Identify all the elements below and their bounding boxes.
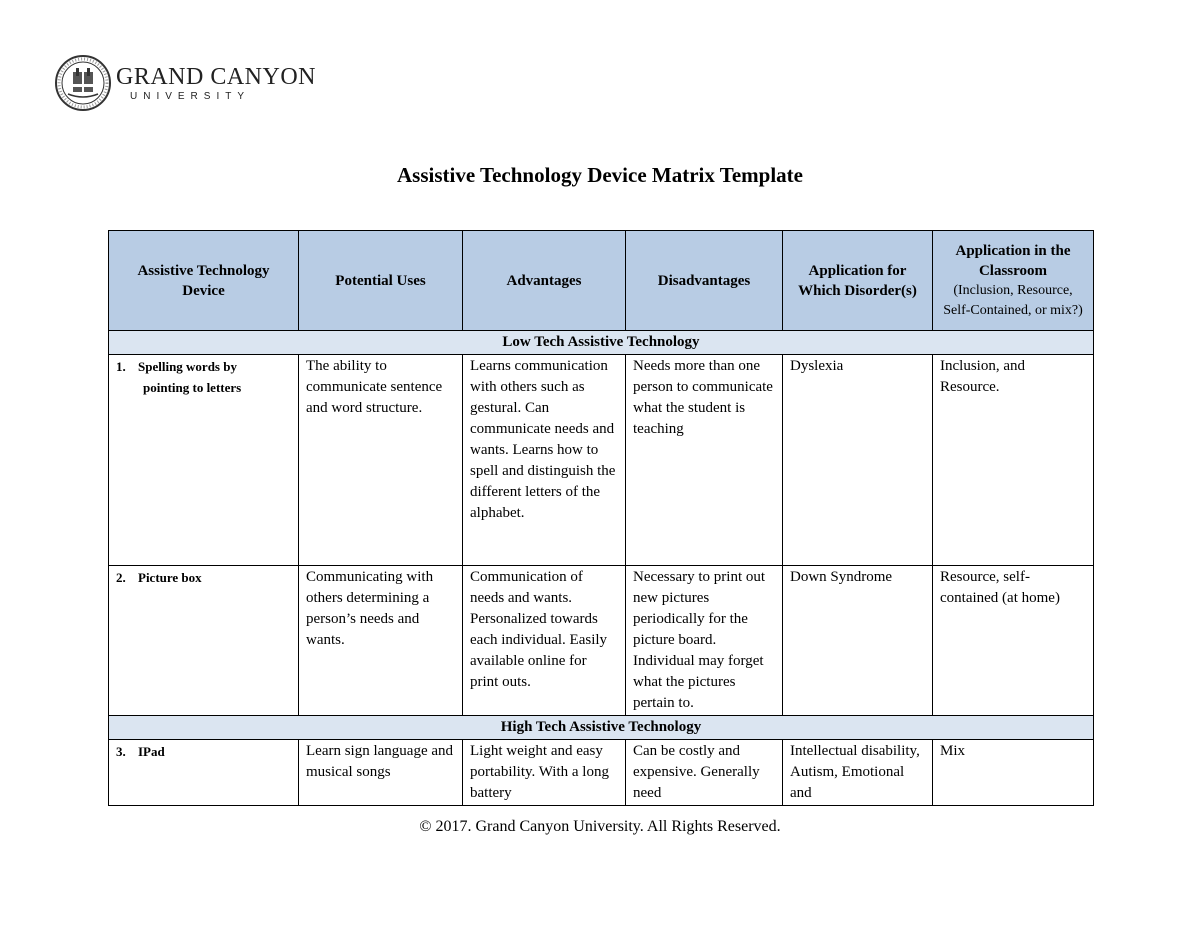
row-number: 2. — [116, 570, 126, 585]
device-name-line1: IPad — [138, 744, 165, 759]
header-row — [109, 231, 1094, 331]
classroom-cell: Mix — [933, 740, 1094, 806]
table-row — [109, 355, 1094, 566]
device-name-line2: pointing to letters — [143, 380, 242, 395]
header-disadvantages: Disadvantages — [626, 231, 783, 331]
header-device: Assistive Technology Device — [109, 231, 299, 331]
uses-cell: Learn sign language and musical songs — [299, 740, 463, 806]
logo-name: GRAND CANYON — [116, 64, 317, 90]
gcu-seal-icon — [54, 54, 112, 112]
header-uses: Potential Uses — [299, 231, 463, 331]
header-classroom-sub: (Inclusion, Resource, Self-Contained, or mix?) — [943, 282, 1083, 318]
classroom-cell: Resource, self-contained (at home) — [933, 566, 1094, 716]
section-row-high-tech — [109, 716, 1094, 740]
disadvantages-cell: Necessary to print out new pictures periodically for the picture board. Individual may forget what the pictures pertain to. — [626, 566, 783, 716]
device-cell — [109, 566, 299, 716]
disadvantages-cell: Needs more than one person to communicate what the student is teaching — [626, 355, 783, 566]
device-name-line1: Spelling words by — [138, 359, 237, 374]
page-title: Assistive Technology Device Matrix Template — [397, 163, 803, 187]
header-classroom-label: Application in the Classroom — [955, 242, 1071, 279]
classroom-cell: Inclusion, and Resource. — [933, 355, 1094, 566]
advantages-cell: Light weight and easy portability. With a long battery — [463, 740, 626, 806]
device-cell — [109, 355, 299, 566]
logo-subname: UNIVERSITY — [130, 91, 251, 102]
university-logo — [54, 54, 316, 112]
table-row — [109, 566, 1094, 716]
row-number: 1. — [116, 359, 126, 374]
advantages-cell: Communication of needs and wants. Personalized towards each individual. Easily available online for print outs. — [463, 566, 626, 716]
device-cell — [109, 740, 299, 806]
uses-cell: The ability to communicate sentence and word structure. — [299, 355, 463, 566]
disorders-cell: Dyslexia — [783, 355, 933, 566]
section-low-tech: Low Tech Assistive Technology — [109, 331, 1094, 355]
disadvantages-cell: Can be costly and expensive. Generally need — [626, 740, 783, 806]
section-high-tech: High Tech Assistive Technology — [109, 716, 1094, 740]
row-number: 3. — [116, 744, 126, 759]
table-row — [109, 740, 1094, 806]
copyright-footer: © 2017. Grand Canyon University. All Rights Reserved. — [419, 818, 781, 835]
device-matrix-table — [108, 230, 1094, 806]
header-classroom — [933, 231, 1094, 331]
advantages-cell: Learns communication with others such as gestural. Can communicate needs and wants. Learns how to spell and distinguish the different letters of the alphabet. — [463, 355, 626, 566]
disorders-cell: Down Syndrome — [783, 566, 933, 716]
section-row-low-tech — [109, 331, 1094, 355]
header-advantages: Advantages — [463, 231, 626, 331]
header-disorders: Application for Which Disorder(s) — [783, 231, 933, 331]
uses-cell: Communicating with others determining a person’s needs and wants. — [299, 566, 463, 716]
disorders-cell: Intellectual disability, Autism, Emotional and — [783, 740, 933, 806]
device-name-line1: Picture box — [138, 570, 202, 585]
